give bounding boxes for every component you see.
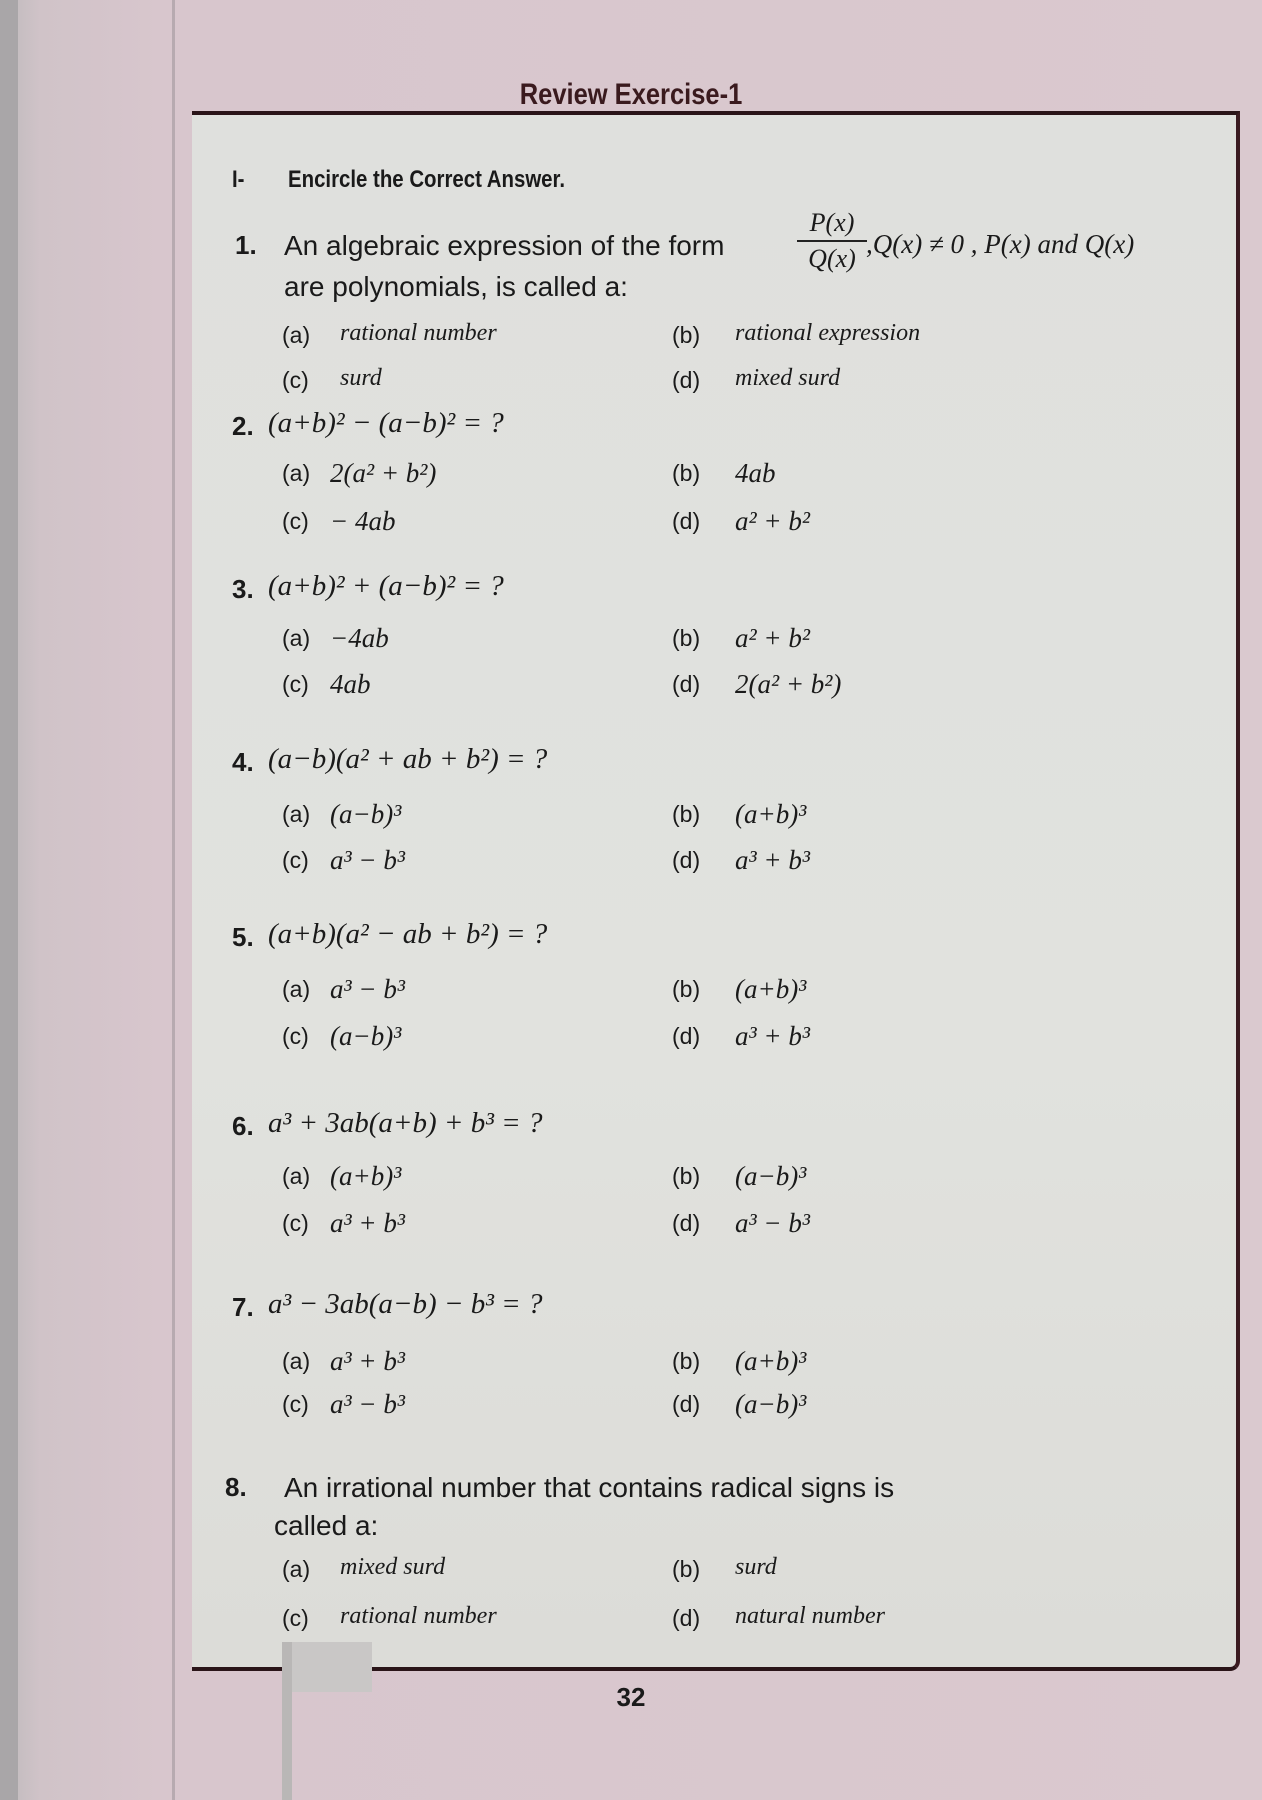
option-text: (a−b)³ xyxy=(735,1161,807,1191)
option-text: − 4ab xyxy=(330,506,396,536)
question-text-tail: ,Q(x) ≠ 0 , P(x) and Q(x) xyxy=(866,229,1135,259)
option-text: a² + b² xyxy=(735,623,810,653)
option-label: (b) xyxy=(672,322,701,348)
option-label: (b) xyxy=(672,976,701,1002)
option-label: (a) xyxy=(282,322,311,348)
option-text: rational number xyxy=(340,320,497,346)
question-number: 8. xyxy=(225,1472,247,1502)
option-label: (d) xyxy=(672,1210,701,1236)
option-label: (c) xyxy=(282,847,309,873)
fraction-numerator: P(x) xyxy=(809,208,855,237)
option-label: (a) xyxy=(282,1163,311,1189)
option-text: 2(a² + b²) xyxy=(735,669,842,699)
option-text: −4ab xyxy=(330,623,389,653)
option-text: natural number xyxy=(735,1603,885,1629)
option-text: a³ − b³ xyxy=(330,974,405,1004)
scan-artifact xyxy=(282,1642,292,1800)
option-label: (a) xyxy=(282,625,311,651)
question-expression: a³ − 3ab(a−b) − b³ = ? xyxy=(268,1288,543,1320)
option-label: (d) xyxy=(672,1605,701,1631)
question-number: 6. xyxy=(232,1111,254,1141)
question-number: 5. xyxy=(232,922,254,952)
option-label: (b) xyxy=(672,801,701,827)
option-text: mixed surd xyxy=(340,1554,446,1580)
option-label: (a) xyxy=(282,801,311,827)
option-label: (b) xyxy=(672,625,701,651)
option-text: a³ − b³ xyxy=(330,845,405,875)
option-text: rational expression xyxy=(735,320,921,346)
book-spine xyxy=(0,0,18,1800)
option-text: a³ + b³ xyxy=(735,845,810,875)
option-label: (d) xyxy=(672,367,701,393)
option-label: (c) xyxy=(282,1605,309,1631)
question-text-line2: called a: xyxy=(274,1510,379,1541)
option-label: (a) xyxy=(282,1556,311,1582)
option-label: (d) xyxy=(672,508,701,534)
question-number: 2. xyxy=(232,411,254,441)
question-expression: (a+b)(a² − ab + b²) = ? xyxy=(268,918,548,950)
option-text: a² + b² xyxy=(735,506,810,536)
option-text: (a−b)³ xyxy=(330,799,402,829)
question-expression: (a−b)(a² + ab + b²) = ? xyxy=(268,743,548,775)
option-text: surd xyxy=(735,1554,777,1580)
option-text: 4ab xyxy=(735,458,776,488)
option-text: (a−b)³ xyxy=(330,1021,402,1051)
option-label: (d) xyxy=(672,1023,701,1049)
option-text: rational number xyxy=(340,1603,497,1629)
option-text: (a+b)³ xyxy=(735,1346,807,1376)
option-text: a³ − b³ xyxy=(330,1389,405,1419)
question-number: 7. xyxy=(232,1292,254,1322)
fraction-bar xyxy=(797,240,867,242)
question-text: An algebraic expression of the form xyxy=(284,230,725,261)
fraction-denominator: Q(x) xyxy=(808,244,856,273)
question-expression: a³ + 3ab(a+b) + b³ = ? xyxy=(268,1107,543,1139)
question-text: An irrational number that contains radical signs is xyxy=(284,1472,895,1503)
question-expression: (a+b)² + (a−b)² = ? xyxy=(268,570,504,602)
option-label: (c) xyxy=(282,367,309,393)
option-label: (c) xyxy=(282,508,309,534)
option-label: (c) xyxy=(282,1023,309,1049)
page-edge xyxy=(172,0,175,1800)
option-text: 4ab xyxy=(330,669,371,699)
option-text: 2(a² + b²) xyxy=(330,458,437,488)
option-label: (a) xyxy=(282,976,311,1002)
option-text: (a+b)³ xyxy=(735,799,807,829)
page-number: 32 xyxy=(616,1682,646,1712)
option-text: a³ + b³ xyxy=(735,1021,810,1051)
page-title: Review Exercise-1 xyxy=(519,78,743,111)
option-label: (d) xyxy=(672,1391,701,1417)
question-number: 3. xyxy=(232,574,254,604)
section-heading: Encircle the Correct Answer. xyxy=(288,166,566,193)
option-label: (a) xyxy=(282,1348,311,1374)
option-label: (b) xyxy=(672,460,701,486)
option-label: (c) xyxy=(282,1391,309,1417)
option-label: (b) xyxy=(672,1163,701,1189)
option-label: (b) xyxy=(672,1348,701,1374)
question-text-line2: are polynomials, is called a: xyxy=(284,271,628,302)
option-label: (d) xyxy=(672,671,701,697)
option-text: mixed surd xyxy=(735,365,841,391)
option-text: a³ − b³ xyxy=(735,1208,810,1238)
option-text: (a+b)³ xyxy=(330,1161,402,1191)
option-label: (d) xyxy=(672,847,701,873)
option-label: (a) xyxy=(282,460,311,486)
option-label: (c) xyxy=(282,1210,309,1236)
option-text: a³ + b³ xyxy=(330,1346,405,1376)
section-number: I- xyxy=(232,166,245,193)
question-number: 1. xyxy=(235,230,257,260)
fraction xyxy=(797,208,867,274)
option-text: (a+b)³ xyxy=(735,974,807,1004)
option-label: (b) xyxy=(672,1556,701,1582)
option-text: a³ + b³ xyxy=(330,1208,405,1238)
option-text: surd xyxy=(340,365,382,391)
question-expression: (a+b)² − (a−b)² = ? xyxy=(268,407,504,439)
option-text: (a−b)³ xyxy=(735,1389,807,1419)
question-number: 4. xyxy=(232,747,254,777)
option-label: (c) xyxy=(282,671,309,697)
